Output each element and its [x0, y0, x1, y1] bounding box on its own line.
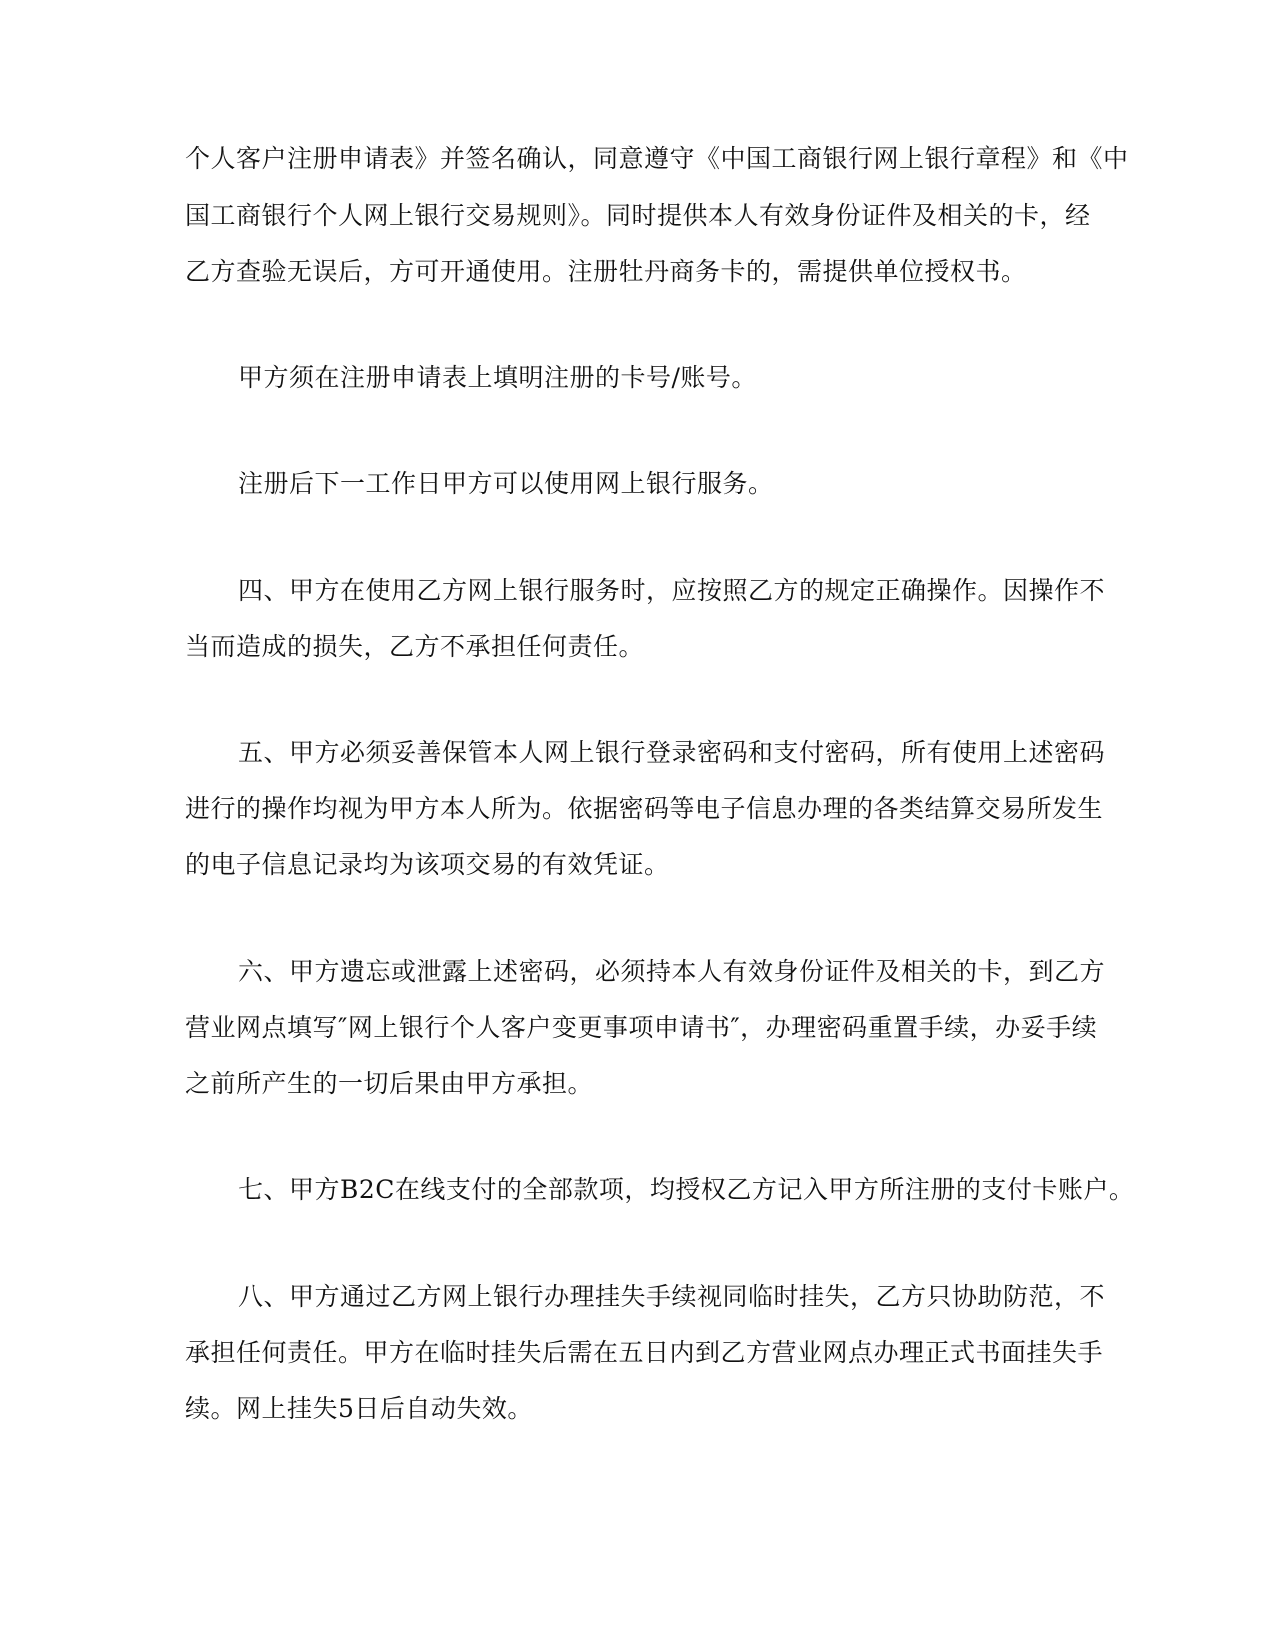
paragraph-1-line-3: 乙方查验无误后，方可开通使用。注册牡丹商务卡的，需提供单位授权书。	[185, 257, 1027, 286]
paragraph-8-line-2: 承担任何责任。甲方在临时挂失后需在五日内到乙方营业网点办理正式书面挂失手	[185, 1338, 1104, 1367]
paragraph-6-line-3: 之前所产生的一切后果由甲方承担。	[185, 1069, 594, 1098]
paragraph-6-line-1: 六、甲方遗忘或泄露上述密码，必须持本人有效身份证件及相关的卡，到乙方	[238, 957, 1106, 986]
paragraph-5-line-1: 五、甲方必须妥善保管本人网上银行登录密码和支付密码，所有使用上述密码	[238, 738, 1106, 767]
paragraph-1-line-2: 国工商银行个人网上银行交易规则》。同时提供本人有效身份证件及相关的卡，经	[185, 201, 1091, 230]
paragraph-3-line-1: 注册后下一工作日甲方可以使用网上银行服务。	[238, 469, 774, 498]
paragraph-4-line-1: 四、甲方在使用乙方网上银行服务时，应按照乙方的规定正确操作。因操作不	[238, 576, 1106, 605]
paragraph-5-line-3: 的电子信息记录均为该项交易的有效凭证。	[185, 850, 670, 879]
paragraph-1-line-1: 个人客户注册申请表》并签名确认，同意遵守《中国工商银行网上银行章程》和《中	[185, 144, 1129, 173]
paragraph-8-line-3: 续。网上挂失5日后自动失效。	[185, 1394, 533, 1423]
paragraph-2-line-1: 甲方须在注册申请表上填明注册的卡号/账号。	[238, 363, 757, 392]
paragraph-4-line-2: 当而造成的损失，乙方不承担任何责任。	[185, 632, 645, 661]
paragraph-6-line-2: 营业网点填写″网上银行个人客户变更事项申请书″，办理密码重置手续，办妥手续	[185, 1013, 1098, 1042]
paragraph-8-line-1: 八、甲方通过乙方网上银行办理挂失手续视同临时挂失，乙方只协助防范，不	[238, 1282, 1106, 1311]
paragraph-5-line-2: 进行的操作均视为甲方本人所为。依据密码等电子信息办理的各类结算交易所发生	[185, 794, 1104, 823]
paragraph-7-line-1: 七、甲方B2C在线支付的全部款项，均授权乙方记入甲方所注册的支付卡账户。	[238, 1175, 1135, 1204]
